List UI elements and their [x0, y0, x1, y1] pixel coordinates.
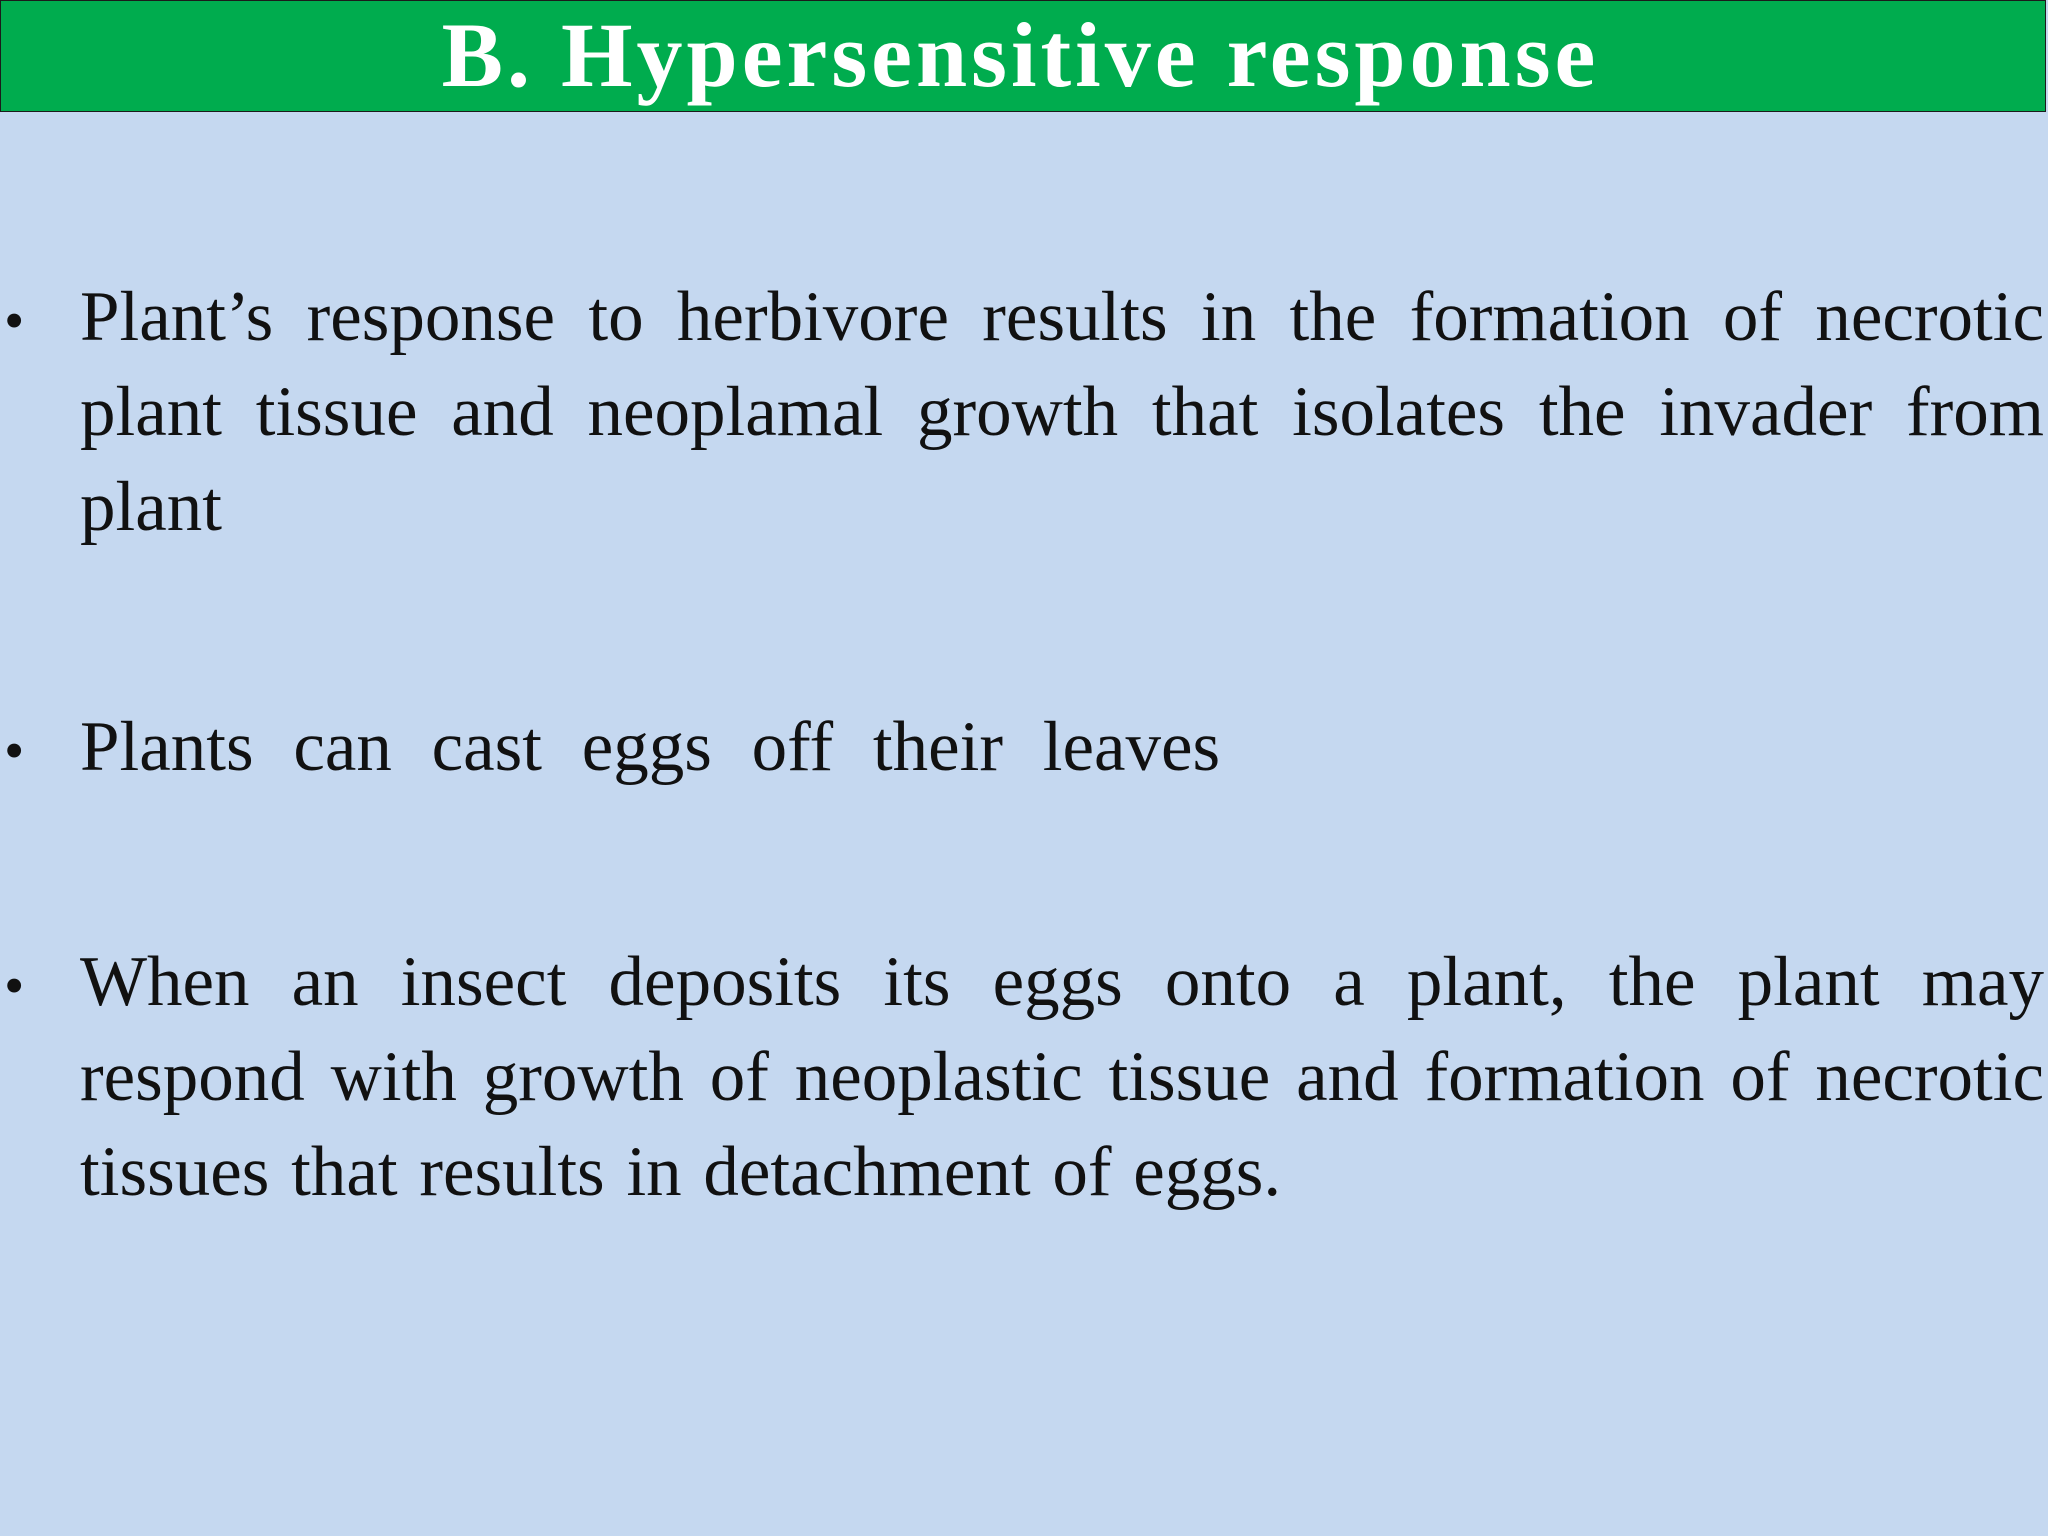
bullet-text: When an insect deposits its eggs onto a plant, the plant may respond with growth of neoplastic tissue and formation of necrotic tissues that results in detachment of eggs.: [80, 943, 2044, 1211]
bullet-marker: •: [4, 718, 25, 783]
bullet-marker: •: [4, 953, 25, 1018]
bullet-text: Plants can cast eggs off their leaves: [80, 708, 1221, 786]
title-bar: [0, 0, 2046, 112]
slide-title: B. Hypersensitive response: [441, 4, 1600, 106]
bullet-marker: •: [4, 288, 25, 353]
bullet-text: Plant’s response to herbivore results in the formation of necrotic plant tissue and neoplamal growth that isolates the invader from plant: [80, 278, 2044, 546]
